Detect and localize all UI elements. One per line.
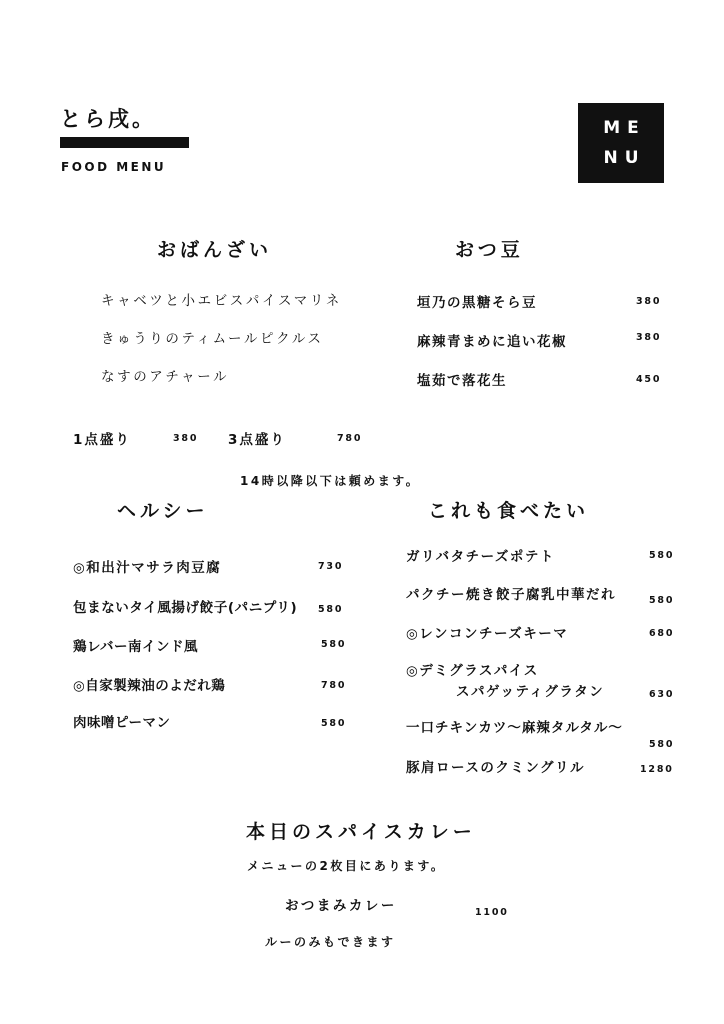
section-title-koremo: これも食べたい — [428, 500, 590, 522]
healthy-item-price: 730 — [318, 561, 344, 572]
healthy-item-name: ◎自家製辣油のよだれ鶏 — [73, 678, 226, 694]
time-note: 14時以降以下は頼めます。 — [240, 474, 421, 488]
koremo-item-name: ◎デミグラスパイス — [406, 663, 539, 679]
curry-note: メニューの2枚目にあります。 — [247, 859, 446, 873]
menu-badge-line-2: NU — [603, 148, 646, 168]
koremo-item-price: 630 — [649, 689, 675, 700]
section-title-curry: 本日のスパイスカレー — [246, 821, 476, 843]
menu-badge-line-1: ME — [603, 118, 646, 138]
mame-item-price: 450 — [636, 374, 662, 385]
healthy-item-price: 580 — [318, 604, 344, 615]
healthy-item-price: 780 — [321, 680, 347, 691]
brand-name: とら戌。 — [60, 107, 156, 131]
healthy-item-price: 580 — [321, 718, 347, 729]
section-title-healthy: ヘルシー — [117, 500, 209, 522]
koremo-item-name: ◎レンコンチーズキーマ — [406, 626, 569, 642]
section-title-obanzai: おばんざい — [157, 239, 273, 261]
set-1-price: 380 — [173, 433, 199, 444]
mame-item-name: 麻辣青まめに追い花椒 — [417, 334, 567, 350]
food-menu-subtitle: FOOD MENU — [61, 160, 167, 174]
otsumami-curry-price: 1100 — [475, 907, 509, 918]
section-title-otsumame: おつ豆 — [455, 239, 524, 261]
mame-item-price: 380 — [636, 332, 662, 343]
obanzai-item: キャベツと小エビスパイスマリネ — [101, 293, 342, 309]
healthy-item-name: 肉味噌ピーマン — [73, 715, 171, 731]
healthy-item-price: 580 — [321, 639, 347, 650]
healthy-item-name: ◎和出汁マサラ肉豆腐 — [73, 560, 222, 576]
koremo-item-name: 一口チキンカツ～麻辣タルタル～ — [406, 720, 623, 736]
koremo-item-price: 580 — [649, 739, 675, 750]
healthy-item-name: 鶏レバー南インド風 — [73, 639, 199, 655]
healthy-item-name: 包まないタイ風揚げ餃子(パニプリ) — [73, 600, 298, 616]
set-3-price: 780 — [337, 433, 363, 444]
menu-badge — [578, 103, 664, 183]
obanzai-item: なすのアチャール — [101, 369, 230, 385]
obanzai-item: きゅうりのティムールピクルス — [101, 331, 324, 347]
koremo-item-name: 豚肩ロースのクミングリル — [406, 760, 586, 776]
brand-underline — [60, 137, 189, 148]
roux-note: ルーのみもできます — [265, 935, 396, 949]
otsumami-curry-label: おつまみカレー — [285, 898, 397, 914]
set-3-label: 3点盛り — [228, 432, 286, 448]
mame-item-name: 垣乃の黒糖そら豆 — [417, 295, 537, 311]
koremo-item-name: ガリバタチーズポテト — [406, 549, 555, 565]
koremo-item-price: 1280 — [640, 764, 674, 775]
koremo-item-name-line-2: スパゲッティグラタン — [456, 684, 605, 700]
set-1-label: 1点盛り — [73, 432, 131, 448]
koremo-item-name: パクチー焼き餃子腐乳中華だれ — [406, 587, 616, 603]
mame-item-name: 塩茹で落花生 — [417, 373, 507, 389]
koremo-item-price: 680 — [649, 628, 675, 639]
koremo-item-price: 580 — [649, 595, 675, 606]
mame-item-price: 380 — [636, 296, 662, 307]
koremo-item-price: 580 — [649, 550, 675, 561]
